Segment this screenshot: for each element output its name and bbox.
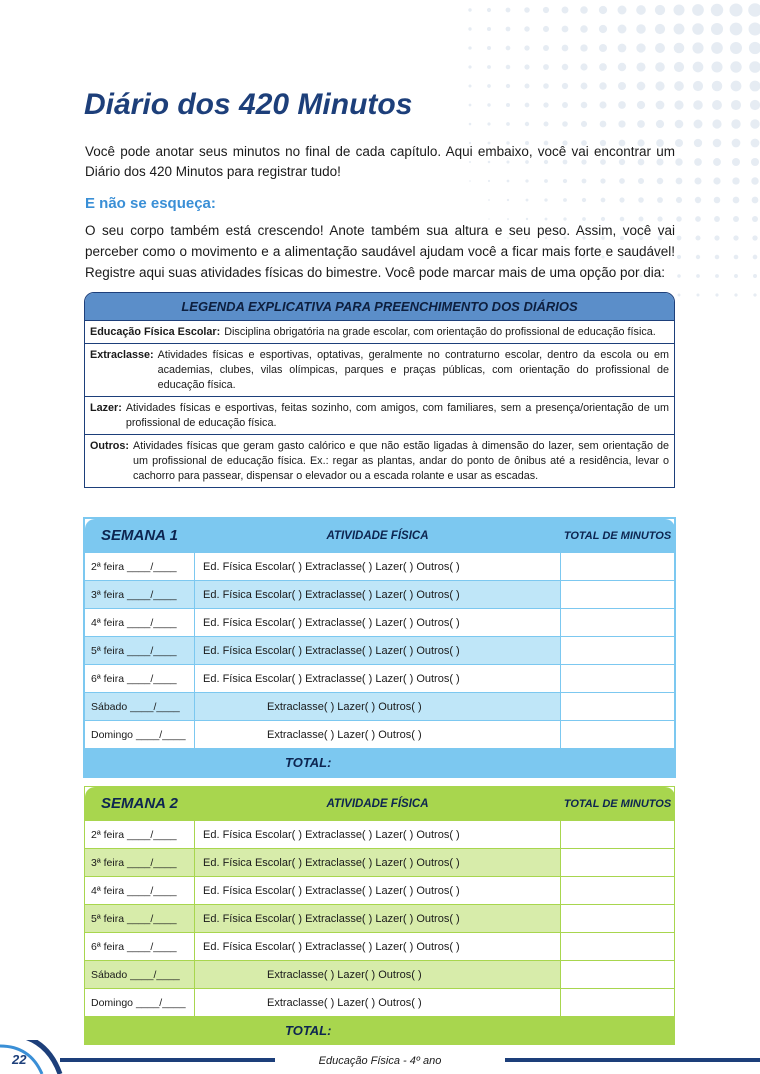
activities-cell[interactable]: Ed. Física Escolar( ) Extraclasse( ) Lazer( ) Outros( ) bbox=[195, 609, 561, 637]
minutes-cell[interactable] bbox=[561, 665, 675, 693]
legend-description: Atividades físicas e esportivas, feitas sozinho, com amigos, com familiares, sem a presença/orientação de um profissional de educação física. bbox=[125, 402, 669, 429]
table-row bbox=[85, 553, 675, 581]
table-row bbox=[85, 581, 675, 609]
legend-term: Outros: bbox=[90, 440, 129, 452]
legend-term: Educação Física Escolar: bbox=[90, 326, 221, 338]
instructions-paragraph: O seu corpo também está crescendo! Anote também sua altura e seu peso. Assim, você vai perceber como o movimento e a alimentação saudável ajudam você a ficar mais forte e saudável! Registre aqui suas atividades físicas do bimestre. Você pode marcar mais de uma opção por dia: bbox=[85, 223, 675, 280]
week-header-row bbox=[85, 519, 675, 553]
day-cell: 3ª feira ____/____ bbox=[85, 581, 195, 609]
table-row bbox=[85, 609, 675, 637]
table-row bbox=[85, 933, 675, 961]
table-row bbox=[85, 905, 675, 933]
activities-cell[interactable]: Ed. Física Escolar( ) Extraclasse( ) Lazer( ) Outros( ) bbox=[195, 553, 561, 581]
day-cell: 2ª feira ____/____ bbox=[85, 821, 195, 849]
week-name: SEMANA 2 bbox=[85, 787, 195, 821]
week-name: SEMANA 1 bbox=[85, 519, 195, 553]
total-label: TOTAL: bbox=[85, 749, 561, 777]
activities-cell[interactable]: Extraclasse( ) Lazer( ) Outros( ) bbox=[195, 721, 561, 749]
total-row bbox=[85, 749, 675, 777]
day-cell: Sábado ____/____ bbox=[85, 961, 195, 989]
intro-text: Você pode anotar seus minutos no final de cada capítulo. Aqui embaixo, você vai encontrar um Diário dos 420 Minutos para registrar tudo! bbox=[85, 144, 675, 179]
day-cell: 5ª feira ____/____ bbox=[85, 637, 195, 665]
activity-header: ATIVIDADE FÍSICA bbox=[195, 787, 561, 821]
legend-item bbox=[85, 321, 674, 344]
minutes-cell[interactable] bbox=[561, 609, 675, 637]
table-row bbox=[85, 961, 675, 989]
day-cell: Sábado ____/____ bbox=[85, 693, 195, 721]
legend-item bbox=[85, 344, 674, 397]
day-cell: 4ª feira ____/____ bbox=[85, 877, 195, 905]
legend-term: Lazer: bbox=[90, 402, 122, 414]
table-row bbox=[85, 821, 675, 849]
week-1-table bbox=[84, 518, 675, 777]
minutes-cell[interactable] bbox=[561, 721, 675, 749]
legend-item bbox=[85, 435, 674, 487]
activities-cell[interactable]: Ed. Física Escolar( ) Extraclasse( ) Lazer( ) Outros( ) bbox=[195, 905, 561, 933]
activities-cell[interactable]: Ed. Física Escolar( ) Extraclasse( ) Lazer( ) Outros( ) bbox=[195, 581, 561, 609]
total-minutes-header: TOTAL DE MINUTOS bbox=[561, 787, 675, 821]
day-cell: 6ª feira ____/____ bbox=[85, 933, 195, 961]
legend-description: Atividades físicas que geram gasto calórico e que não estão ligadas à dimensão do lazer, sem orientação de um profissional de educação física. Ex.: regar as plantas, andar do ponto de ônibus até a residência, levar o cachorro para passear, dispensar o elevador ou a escada rolante e usar as escadas. bbox=[133, 440, 669, 482]
total-minutes-header: TOTAL DE MINUTOS bbox=[561, 519, 675, 553]
activities-cell[interactable]: Ed. Física Escolar( ) Extraclasse( ) Lazer( ) Outros( ) bbox=[195, 637, 561, 665]
week-2-table bbox=[84, 786, 675, 1045]
table-row bbox=[85, 665, 675, 693]
activities-cell[interactable]: Ed. Física Escolar( ) Extraclasse( ) Lazer( ) Outros( ) bbox=[195, 849, 561, 877]
table-row bbox=[85, 637, 675, 665]
subtitle: E não se esqueça: bbox=[85, 195, 216, 212]
day-cell: Domingo ____/____ bbox=[85, 989, 195, 1017]
week-header-row bbox=[85, 787, 675, 821]
minutes-cell[interactable] bbox=[561, 989, 675, 1017]
legend-header: LEGENDA EXPLICATIVA PARA PREENCHIMENTO DOS DIÁRIOS bbox=[85, 293, 674, 321]
total-minutes-cell[interactable] bbox=[561, 749, 675, 777]
minutes-cell[interactable] bbox=[561, 693, 675, 721]
activities-cell[interactable]: Extraclasse( ) Lazer( ) Outros( ) bbox=[195, 693, 561, 721]
minutes-cell[interactable] bbox=[561, 905, 675, 933]
page-number: 22 bbox=[12, 1052, 27, 1067]
minutes-cell[interactable] bbox=[561, 581, 675, 609]
table-row bbox=[85, 721, 675, 749]
table-row bbox=[85, 877, 675, 905]
legend-item bbox=[85, 397, 674, 435]
minutes-cell[interactable] bbox=[561, 821, 675, 849]
total-label: TOTAL: bbox=[85, 1017, 561, 1045]
minutes-cell[interactable] bbox=[561, 877, 675, 905]
activities-cell[interactable]: Ed. Física Escolar( ) Extraclasse( ) Lazer( ) Outros( ) bbox=[195, 665, 561, 693]
minutes-cell[interactable] bbox=[561, 637, 675, 665]
day-cell: Domingo ____/____ bbox=[85, 721, 195, 749]
legend-term: Extraclasse: bbox=[90, 349, 154, 361]
day-cell: 6ª feira ____/____ bbox=[85, 665, 195, 693]
activities-cell[interactable]: Ed. Física Escolar( ) Extraclasse( ) Lazer( ) Outros( ) bbox=[195, 821, 561, 849]
activities-cell[interactable]: Extraclasse( ) Lazer( ) Outros( ) bbox=[195, 989, 561, 1017]
minutes-cell[interactable] bbox=[561, 849, 675, 877]
activities-cell[interactable]: Extraclasse( ) Lazer( ) Outros( ) bbox=[195, 961, 561, 989]
activities-cell[interactable]: Ed. Física Escolar( ) Extraclasse( ) Lazer( ) Outros( ) bbox=[195, 877, 561, 905]
minutes-cell[interactable] bbox=[561, 961, 675, 989]
activities-cell[interactable]: Ed. Física Escolar( ) Extraclasse( ) Lazer( ) Outros( ) bbox=[195, 933, 561, 961]
table-row bbox=[85, 849, 675, 877]
day-cell: 3ª feira ____/____ bbox=[85, 849, 195, 877]
day-cell: 5ª feira ____/____ bbox=[85, 905, 195, 933]
legend-description: Atividades físicas e esportivas, optativas, geralmente no contraturno escolar, dentro da escola ou em academias, clubes, vilas olímpicas, parques e praças públicas, com orientação do profissional de educação física. bbox=[157, 349, 669, 391]
legend-description: Disciplina obrigatória na grade escolar, com orientação do profissional de educação física. bbox=[224, 326, 656, 338]
day-cell: 2ª feira ____/____ bbox=[85, 553, 195, 581]
table-row bbox=[85, 693, 675, 721]
minutes-cell[interactable] bbox=[561, 553, 675, 581]
page-title: Diário dos 420 Minutos bbox=[84, 88, 413, 121]
minutes-cell[interactable] bbox=[561, 933, 675, 961]
activity-header: ATIVIDADE FÍSICA bbox=[195, 519, 561, 553]
table-row bbox=[85, 989, 675, 1017]
legend-box bbox=[84, 292, 675, 488]
footer-text: Educação Física - 4º ano bbox=[318, 1055, 442, 1067]
day-cell: 4ª feira ____/____ bbox=[85, 609, 195, 637]
